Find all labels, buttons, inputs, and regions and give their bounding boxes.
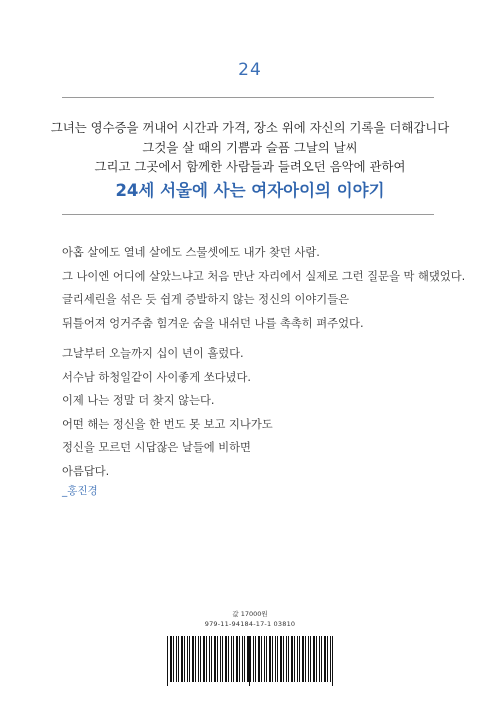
price-label: 값 17000원 <box>232 610 268 618</box>
paragraph-line: 글리세린을 섞은 듯 쉽게 증발하지 않는 정신의 이야기들은 <box>62 293 350 306</box>
barcode-guard <box>249 636 250 686</box>
paragraph-line: 아름답다. <box>62 464 110 478</box>
intro-line: 그것을 살 때의 기쁨과 슬픔 그날의 날씨 <box>142 139 358 155</box>
headline: 24세 서울에 사는 여자아이의 이야기 <box>115 181 385 200</box>
bottom-divider <box>62 214 434 215</box>
paragraph-line: 그 나이엔 어디에 살았느냐고 처음 만난 자리에서 실제로 그런 질문을 막 해댔었다. <box>62 269 466 283</box>
signature: _홍진경 <box>62 485 98 497</box>
paragraph-line: 그날부터 오늘까지 십이 년이 흘렀다. <box>62 347 244 360</box>
paragraph-line: 뒤틀어져 엉거주춤 힘겨운 숨을 내쉬던 나를 촉촉히 펴주었다. <box>62 316 364 330</box>
barcode-guard <box>332 636 333 686</box>
barcode-icon <box>167 636 333 682</box>
paragraph-line: 어떤 해는 정신을 한 번도 못 보고 지나가도 <box>62 417 273 431</box>
intro-line: 그녀는 영수증을 꺼내어 시간과 가격, 장소 위에 자신의 기록을 더해갑니다 <box>50 120 450 135</box>
page-number: 24 <box>238 60 262 80</box>
paragraph-1 <box>62 241 466 335</box>
isbn-label: 979-11-94184-17-1 03810 <box>204 620 296 628</box>
paragraph-line: 정신을 모르던 시답잖은 날들에 비하면 <box>62 441 251 454</box>
paragraph-2 <box>62 342 442 483</box>
intro-block <box>0 118 500 177</box>
paragraph-line: 이제 나는 정말 더 찾지 않는다. <box>62 394 215 407</box>
intro-line: 그리고 그곳에서 함께한 사람들과 들려오던 음악에 관하여 <box>94 159 406 174</box>
barcode-guard <box>167 636 168 686</box>
top-divider <box>62 97 434 98</box>
paragraph-line: 서수남 하청일같이 사이좋게 쏘다녔다. <box>62 370 251 384</box>
paragraph-line: 아홉 살에도 열네 살에도 스물셋에도 내가 찾던 사람. <box>62 246 320 259</box>
